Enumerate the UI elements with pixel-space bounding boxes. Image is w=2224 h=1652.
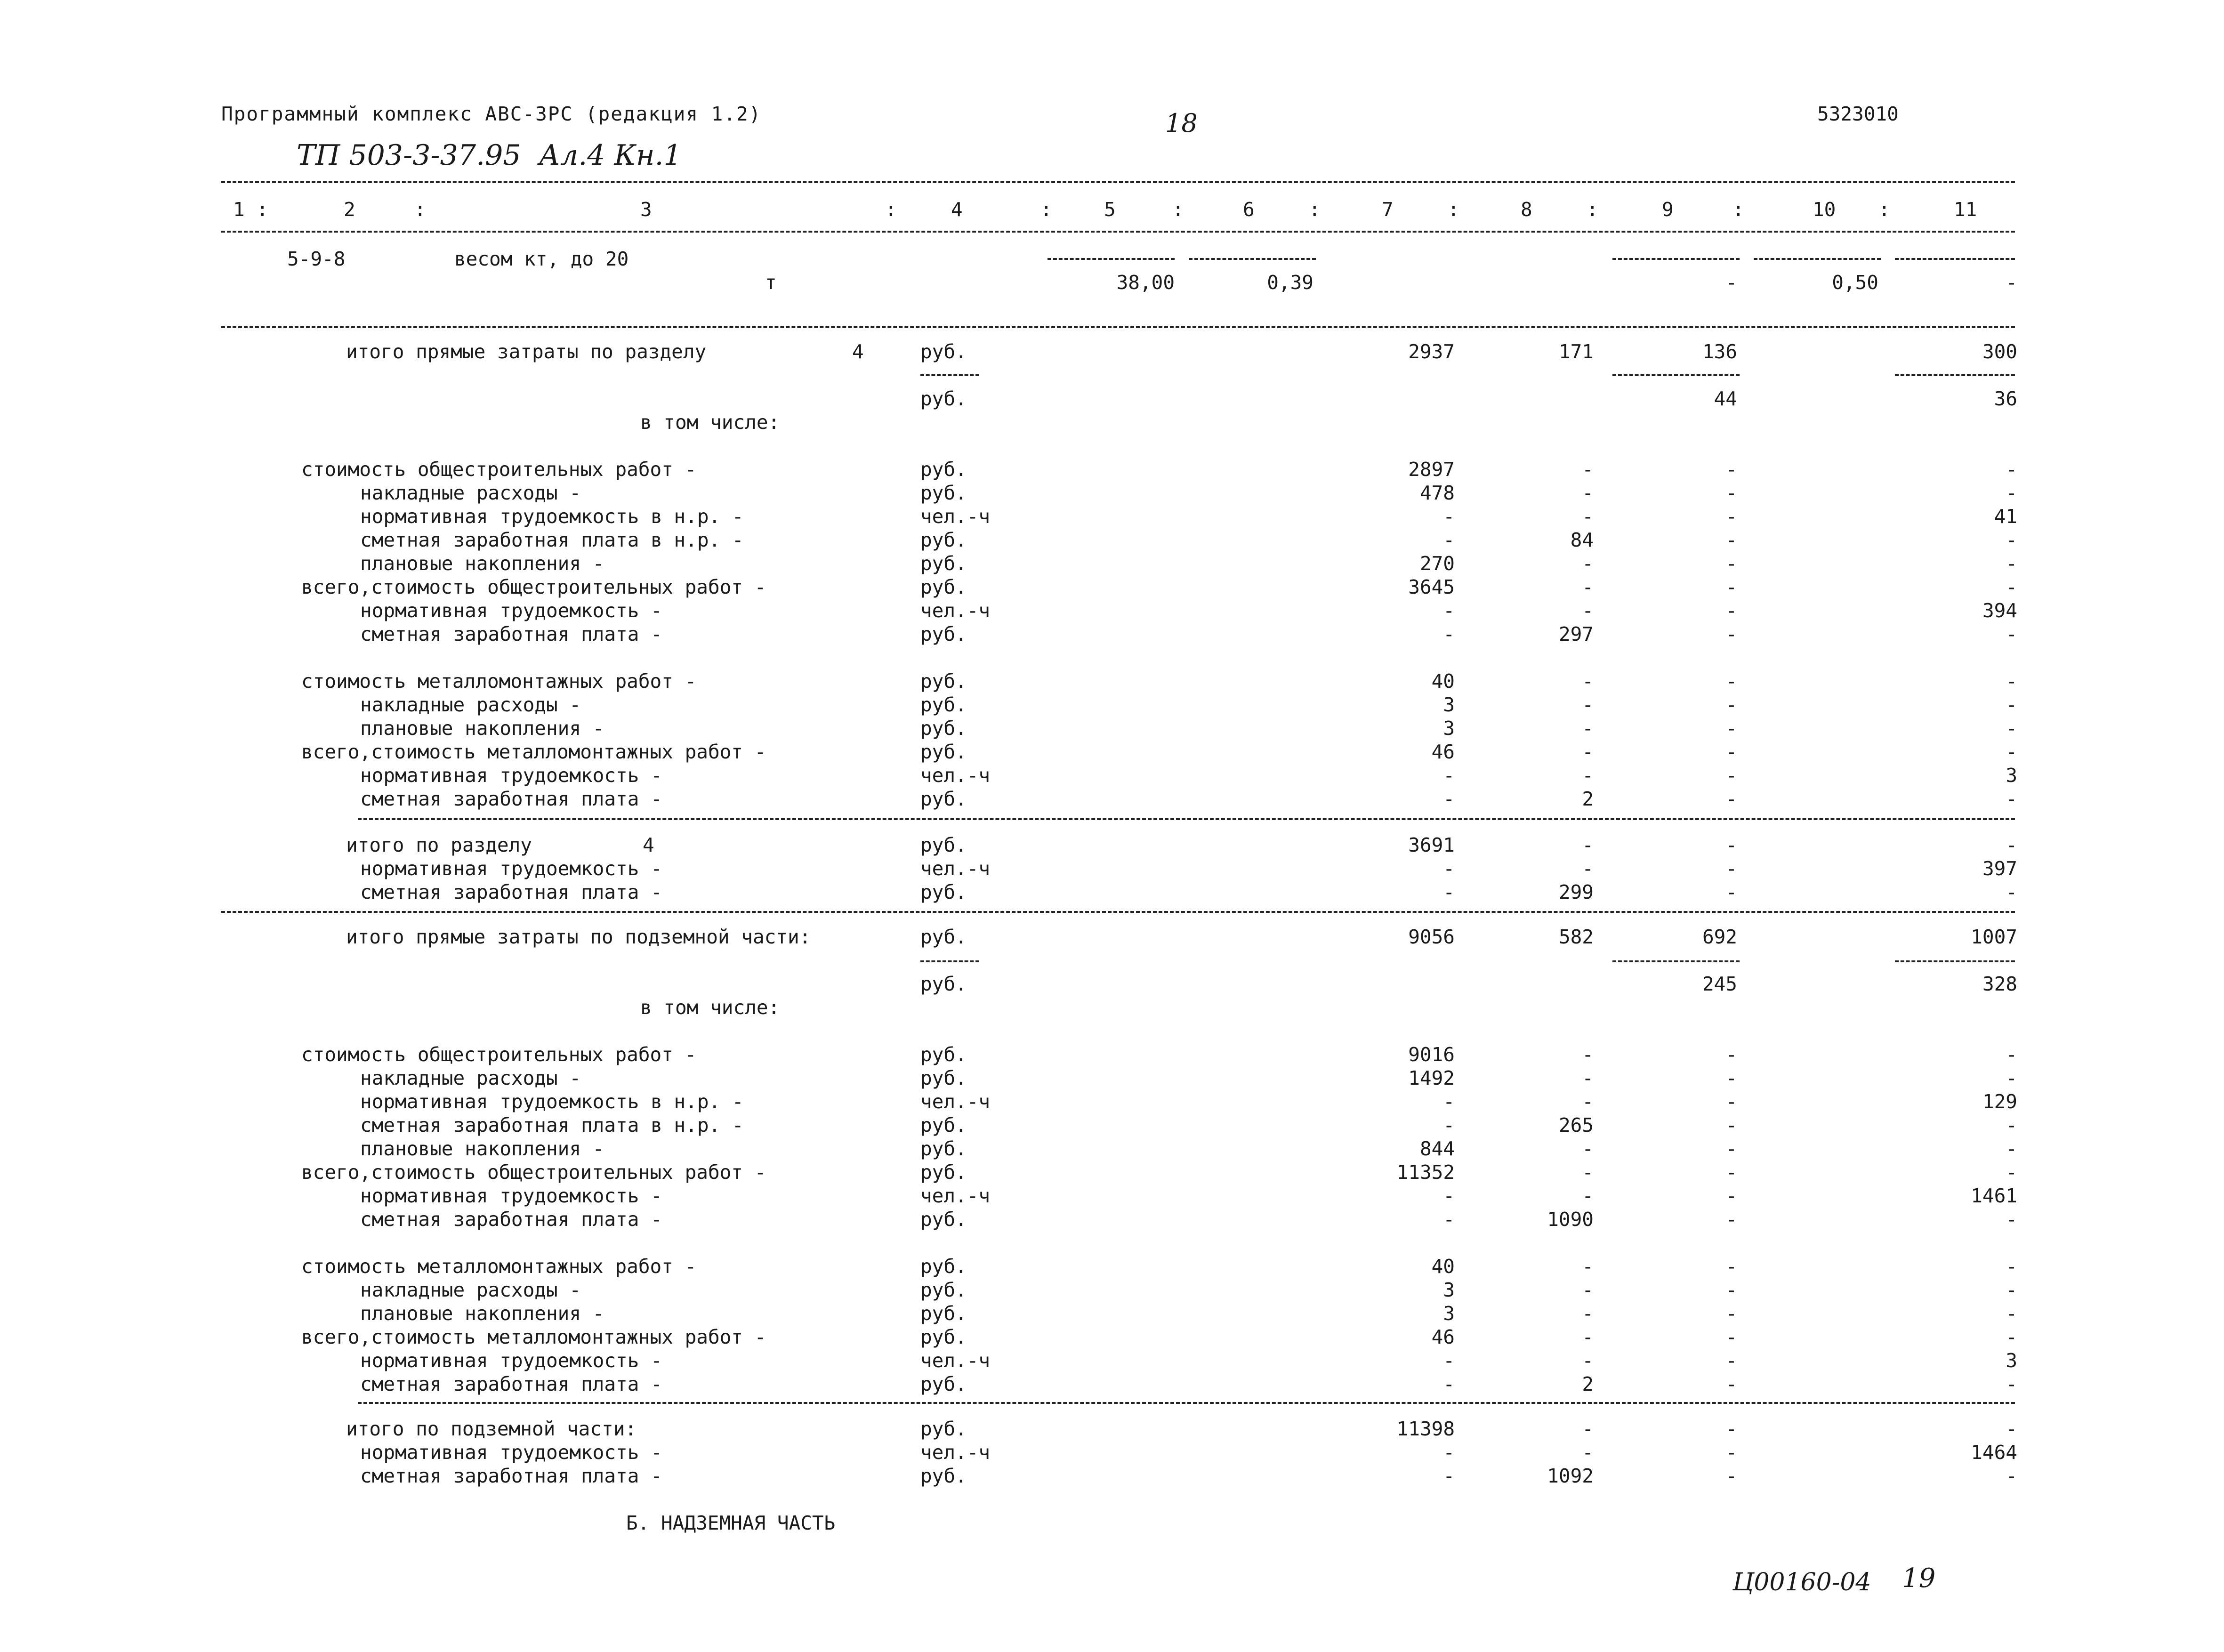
cell-c8: -: [1582, 1255, 1594, 1278]
cell-c9: -: [1725, 834, 1737, 856]
cell-c11: -: [2006, 1302, 2017, 1325]
cell-c7: -: [1443, 599, 1455, 622]
cell-c7: 2897: [1408, 458, 1455, 481]
cell-c11: -: [2006, 552, 2017, 575]
cell-c3: сметная заработная плата -: [360, 881, 662, 903]
cell-c9: -: [1725, 1161, 1737, 1184]
cell-c3: в том числе:: [640, 996, 780, 1019]
cell-c9: -: [1725, 1279, 1737, 1301]
cell-c7: -: [1443, 1185, 1455, 1207]
cell-c11: 397: [1982, 857, 2017, 880]
cell-c9: -: [1725, 1208, 1737, 1231]
cell-c3: сметная заработная плата в н.р. -: [360, 529, 744, 551]
cell-c11: -: [2006, 670, 2017, 693]
cell-c9: -: [1725, 623, 1737, 645]
cell-c11: -: [2006, 529, 2017, 551]
cell-c4: руб.: [920, 1161, 967, 1184]
project-code: ТП 503-3-37.95 Ал.4 Кн.1: [297, 139, 682, 172]
cell-c4: руб.: [920, 529, 967, 551]
cell-c9: -: [1725, 1465, 1737, 1487]
cell-c8: -: [1582, 1418, 1594, 1440]
cell-c7: 11352: [1396, 1161, 1455, 1184]
cell-c7: 844: [1419, 1137, 1455, 1160]
column-separator: :: [885, 198, 897, 221]
cell-c3: сметная заработная плата -: [360, 1208, 662, 1231]
cell-c4: чел.-ч: [920, 857, 991, 880]
cell-c8: -: [1582, 670, 1594, 693]
cell-c8: -: [1582, 693, 1594, 716]
cell-c7: 3691: [1408, 834, 1455, 856]
column-separator: :: [1732, 198, 1744, 221]
cell-c8: -: [1582, 458, 1594, 481]
column-number: 5: [1104, 198, 1116, 221]
cell-c8: -: [1582, 552, 1594, 575]
cell-c9: -: [1725, 458, 1737, 481]
cell-c11: -: [2006, 576, 2017, 598]
cell-c11: -: [2006, 623, 2017, 645]
column-number: 8: [1521, 198, 1532, 221]
cell-c4: руб.: [920, 1465, 967, 1487]
cell-c8: 171: [1558, 340, 1594, 363]
column-number: 9: [1662, 198, 1674, 221]
top-rule: [221, 181, 2015, 183]
page-number: 18: [1165, 108, 1198, 138]
cell-c9: -: [1725, 693, 1737, 716]
cell-c3b: 4: [852, 340, 864, 363]
cell-c7: -: [1443, 1208, 1455, 1231]
cell-c11: 36: [1994, 387, 2017, 410]
cell-c9: -: [1725, 1302, 1737, 1325]
cell-c3: нормативная трудоемкость в н.р. -: [360, 1090, 744, 1113]
cell-c8: 1092: [1547, 1465, 1594, 1487]
cell-c6: 0,39: [1267, 271, 1313, 294]
program-header: Программный комплекс АВС-ЗРС (редакция 1.2): [221, 103, 762, 125]
cell-c7: 46: [1431, 1326, 1455, 1348]
cell-c4: руб.: [920, 670, 967, 693]
cell-c10: 0,50: [1832, 271, 1878, 294]
cell-c8: 1090: [1547, 1208, 1594, 1231]
cell-c9: -: [1725, 1373, 1737, 1395]
cell-c7: 3: [1443, 1302, 1455, 1325]
cell-c9: 136: [1702, 340, 1737, 363]
column-separator: :: [1172, 198, 1184, 221]
cell-c7: 3: [1443, 1279, 1455, 1301]
cell-c7: -: [1443, 1465, 1455, 1487]
cell-c3: накладные расходы -: [360, 482, 581, 504]
cell-c4: руб.: [920, 834, 967, 856]
cell-c9: -: [1725, 881, 1737, 903]
cell-c7: -: [1443, 623, 1455, 645]
cell-c7: -: [1443, 764, 1455, 787]
cell-c8: -: [1582, 857, 1594, 880]
cell-c4: руб.: [920, 1114, 967, 1136]
underline-c10: [1754, 258, 1881, 260]
cell-c3: нормативная трудоемкость -: [360, 1185, 662, 1207]
cell-c8: -: [1582, 1302, 1594, 1325]
cell-c3: сметная заработная плата в н.р. -: [360, 1114, 744, 1136]
cell-c11: -: [2006, 271, 2017, 294]
cell-c3: нормативная трудоемкость -: [360, 599, 662, 622]
cell-c11: -: [2006, 1114, 2017, 1136]
cell-c11: -: [2006, 1161, 2017, 1184]
cell-c9: -: [1725, 1137, 1737, 1160]
underline-c9-2: [1612, 960, 1740, 962]
cell-c11: 1007: [1971, 926, 2017, 948]
cell-c4: руб.: [920, 1302, 967, 1325]
cell-c7: 9056: [1408, 926, 1455, 948]
cell-c9: -: [1725, 764, 1737, 787]
cell-c8: -: [1582, 482, 1594, 504]
cell-c3b: 4: [643, 834, 654, 856]
cell-c7: 46: [1431, 741, 1455, 763]
cell-c8: -: [1582, 1090, 1594, 1113]
cell-c7: -: [1443, 1114, 1455, 1136]
cell-c8: -: [1582, 1161, 1594, 1184]
cell-c3: накладные расходы -: [360, 1279, 581, 1301]
cell-c11: -: [2006, 1043, 2017, 1066]
cell-c4: чел.-ч: [920, 505, 991, 528]
cell-c8: -: [1582, 599, 1594, 622]
cell-c8: -: [1582, 576, 1594, 598]
cell-c4: руб.: [920, 387, 967, 410]
cell-c7: 40: [1431, 1255, 1455, 1278]
cell-c11: -: [2006, 881, 2017, 903]
cell-c4: руб.: [920, 973, 967, 995]
cell-c8: -: [1582, 1349, 1594, 1372]
cell-c7: 2937: [1408, 340, 1455, 363]
cell-c8: 2: [1582, 1373, 1594, 1395]
cell-c8: -: [1582, 834, 1594, 856]
cell-c4: руб.: [920, 482, 967, 504]
column-separator: :: [1448, 198, 1459, 221]
underline-c11-2: [1895, 960, 2015, 962]
column-number: 11: [1954, 198, 1977, 221]
cell-c7: 40: [1431, 670, 1455, 693]
cell-c7: 3645: [1408, 576, 1455, 598]
cell-c11: -: [2006, 834, 2017, 856]
cell-c3: итого по подземной части:: [346, 1418, 637, 1440]
column-number: 1: [233, 198, 245, 221]
cell-c11: -: [2006, 1255, 2017, 1278]
cell-c4: руб.: [920, 576, 967, 598]
cell-c3: нормативная трудоемкость -: [360, 1349, 662, 1372]
cell-c9: 692: [1702, 926, 1737, 948]
cell-c8: 297: [1558, 623, 1594, 645]
cell-c9: 245: [1702, 973, 1737, 995]
column-separator: :: [1587, 198, 1598, 221]
cell-c3: плановые накопления -: [360, 717, 604, 740]
cell-c3: плановые накопления -: [360, 1137, 604, 1160]
cell-c11: -: [2006, 693, 2017, 716]
cell-c3: стоимость металломонтажных работ -: [301, 1255, 697, 1278]
section-heading: Б. НАДЗЕМНАЯ ЧАСТЬ: [626, 1512, 836, 1534]
cell-c4: чел.-ч: [920, 764, 991, 787]
cell-c11: -: [2006, 1067, 2017, 1089]
column-separator: :: [1309, 198, 1321, 221]
cell-c7: 478: [1419, 482, 1455, 504]
cell-c9: -: [1725, 670, 1737, 693]
cell-c4: чел.-ч: [920, 1441, 991, 1464]
cell-c3: всего,стоимость металломонтажных работ -: [301, 741, 766, 763]
cell-c4: чел.-ч: [920, 1349, 991, 1372]
cell-c11: 129: [1982, 1090, 2017, 1113]
cell-c5: 38,00: [1116, 271, 1175, 294]
cell-c4: руб.: [920, 926, 967, 948]
cell-c3: стоимость общестроительных работ -: [301, 458, 697, 481]
cell-c3: сметная заработная плата -: [360, 1465, 662, 1487]
underline-rub-2: [920, 960, 979, 962]
underline-c11-1: [1895, 374, 2015, 376]
cell-c3: накладные расходы -: [360, 693, 581, 716]
cell-c7: -: [1443, 529, 1455, 551]
cell-c9: -: [1725, 271, 1737, 294]
cell-c3: стоимость общестроительных работ -: [301, 1043, 697, 1066]
cell-c7: 270: [1419, 552, 1455, 575]
cell-c4: руб.: [920, 741, 967, 763]
cell-c9: -: [1725, 717, 1737, 740]
cell-c3: итого прямые затраты по подземной части:: [346, 926, 811, 948]
cell-c11: 41: [1994, 505, 2017, 528]
cell-c3: плановые накопления -: [360, 1302, 604, 1325]
cell-c4: руб.: [920, 1279, 967, 1301]
cell-c9: -: [1725, 1114, 1737, 1136]
cell-c9: -: [1725, 1418, 1737, 1440]
cell-c7: -: [1443, 881, 1455, 903]
cell-c11: 1461: [1971, 1185, 2017, 1207]
cell-c9: -: [1725, 1067, 1737, 1089]
cell-c11: -: [2006, 717, 2017, 740]
cell-c7: 11398: [1396, 1418, 1455, 1440]
doc-code: 5323010: [1817, 103, 1899, 125]
cell-c8: -: [1582, 1185, 1594, 1207]
cell-c8: -: [1582, 717, 1594, 740]
cell-c3: нормативная трудоемкость -: [360, 857, 662, 880]
cell-c11: 328: [1982, 973, 2017, 995]
cell-c4: руб.: [920, 1208, 967, 1231]
cell-c9: -: [1725, 599, 1737, 622]
cell-c4: руб.: [920, 788, 967, 810]
cell-c11: -: [2006, 458, 2017, 481]
cell-c8: -: [1582, 505, 1594, 528]
column-number: 6: [1243, 198, 1255, 221]
cell-c3: нормативная трудоемкость в н.р. -: [360, 505, 744, 528]
cell-c11: 300: [1982, 340, 2017, 363]
cell-c4: руб.: [920, 693, 967, 716]
underline-rub-1: [920, 374, 979, 376]
cell-c11: 1464: [1971, 1441, 2017, 1464]
cell-c7: -: [1443, 1441, 1455, 1464]
cell-c7: -: [1443, 788, 1455, 810]
cell-c7: -: [1443, 1373, 1455, 1395]
cell-c11: -: [2006, 1326, 2017, 1348]
column-number: 7: [1382, 198, 1394, 221]
cell-c8: -: [1582, 764, 1594, 787]
cell-c8: -: [1582, 1137, 1594, 1160]
cell-c9: -: [1725, 1441, 1737, 1464]
cell-c4: руб.: [920, 623, 967, 645]
cell-c11: -: [2006, 788, 2017, 810]
cell-c9: -: [1725, 741, 1737, 763]
cell-c11: -: [2006, 1418, 2017, 1440]
cell-c3: нормативная трудоемкость -: [360, 764, 662, 787]
cell-c9: -: [1725, 1043, 1737, 1066]
cell-c7: -: [1443, 1349, 1455, 1372]
underline-c5: [1048, 258, 1175, 260]
column-separator: :: [257, 198, 268, 221]
cell-c4: руб.: [920, 1373, 967, 1395]
column-separator: :: [1040, 198, 1052, 221]
footer-code: Ц00160-04: [1732, 1568, 1871, 1596]
cell-c3: в том числе:: [640, 411, 780, 434]
cell-c3: сметная заработная плата -: [360, 623, 662, 645]
cell-c4: руб.: [920, 1326, 967, 1348]
separator-2: [358, 818, 2015, 820]
header-rule: [221, 231, 2015, 233]
cell-c4: руб.: [920, 1255, 967, 1278]
column-separator: :: [414, 198, 426, 221]
cell-c3: итого по разделу: [346, 834, 532, 856]
column-number: 4: [951, 198, 963, 221]
cell-c9: -: [1725, 552, 1737, 575]
cell-c8: -: [1582, 1043, 1594, 1066]
cell-c4: руб.: [920, 458, 967, 481]
underline-c9-1: [1612, 374, 1740, 376]
column-separator: :: [1878, 198, 1890, 221]
column-number: 2: [344, 198, 355, 221]
cell-c11: -: [2006, 1208, 2017, 1231]
cell-c7: -: [1443, 857, 1455, 880]
cell-c8: -: [1582, 741, 1594, 763]
underline-c9: [1612, 258, 1740, 260]
cell-c8: 582: [1558, 926, 1594, 948]
separator-3: [221, 911, 2015, 913]
cell-c9: -: [1725, 857, 1737, 880]
cell-c11: -: [2006, 1279, 2017, 1301]
cell-c9: -: [1725, 1090, 1737, 1113]
cell-c1: 5-9-8: [287, 248, 346, 270]
cell-c7: -: [1443, 1090, 1455, 1113]
cell-c7: 1492: [1408, 1067, 1455, 1089]
cell-c3: сметная заработная плата -: [360, 788, 662, 810]
cell-c4: руб.: [920, 340, 967, 363]
separator-1: [221, 326, 2015, 328]
cell-c8: -: [1582, 1279, 1594, 1301]
cell-c9: -: [1725, 1349, 1737, 1372]
cell-c9: -: [1725, 1255, 1737, 1278]
underline-c11: [1895, 258, 2015, 260]
column-number: 10: [1813, 198, 1836, 221]
cell-c8: -: [1582, 1067, 1594, 1089]
cell-c4: руб.: [920, 717, 967, 740]
cell-c11: -: [2006, 1137, 2017, 1160]
cell-c11: -: [2006, 482, 2017, 504]
cell-c7: 3: [1443, 717, 1455, 740]
cell-c3: т: [765, 271, 777, 294]
cell-c3: всего,стоимость металломонтажных работ -: [301, 1326, 766, 1348]
cell-c4: руб.: [920, 1043, 967, 1066]
cell-c4: чел.-ч: [920, 1185, 991, 1207]
column-number: 3: [640, 198, 652, 221]
footer-sheet: 19: [1902, 1563, 1936, 1594]
cell-c4: чел.-ч: [920, 1090, 991, 1113]
cell-c9: -: [1725, 1185, 1737, 1207]
cell-c3: накладные расходы -: [360, 1067, 581, 1089]
cell-c8: 2: [1582, 788, 1594, 810]
cell-c9: -: [1725, 482, 1737, 504]
cell-c3: сметная заработная плата -: [360, 1373, 662, 1395]
cell-c8: 299: [1558, 881, 1594, 903]
cell-c8: 265: [1558, 1114, 1594, 1136]
cell-c8: -: [1582, 1326, 1594, 1348]
cell-c11: 394: [1982, 599, 2017, 622]
cell-c4: руб.: [920, 1418, 967, 1440]
cell-c4: руб.: [920, 881, 967, 903]
cell-c11: 3: [2006, 1349, 2017, 1372]
cell-c9: 44: [1714, 387, 1737, 410]
cell-c7: -: [1443, 505, 1455, 528]
cell-c3: всего,стоимость общестроительных работ -: [301, 576, 766, 598]
cell-c9: -: [1725, 576, 1737, 598]
cell-c3: всего,стоимость общестроительных работ -: [301, 1161, 766, 1184]
cell-c3: нормативная трудоемкость -: [360, 1441, 662, 1464]
cell-c9: -: [1725, 529, 1737, 551]
cell-c7: 9016: [1408, 1043, 1455, 1066]
cell-c8: -: [1582, 1441, 1594, 1464]
cell-c11: -: [2006, 1465, 2017, 1487]
cell-c3: плановые накопления -: [360, 552, 604, 575]
cell-c3: весом кт, до 20: [454, 248, 629, 270]
cell-c4: руб.: [920, 1137, 967, 1160]
underline-c6: [1189, 258, 1316, 260]
cell-c3: стоимость металломонтажных работ -: [301, 670, 697, 693]
cell-c4: руб.: [920, 1067, 967, 1089]
cell-c9: -: [1725, 1326, 1737, 1348]
separator-4: [358, 1402, 2015, 1404]
cell-c8: 84: [1570, 529, 1594, 551]
cell-c4: руб.: [920, 552, 967, 575]
cell-c7: 3: [1443, 693, 1455, 716]
cell-c11: 3: [2006, 764, 2017, 787]
cell-c9: -: [1725, 505, 1737, 528]
cell-c11: -: [2006, 1373, 2017, 1395]
cell-c4: чел.-ч: [920, 599, 991, 622]
cell-c3: итого прямые затраты по разделу: [346, 340, 707, 363]
cell-c11: -: [2006, 741, 2017, 763]
cell-c9: -: [1725, 788, 1737, 810]
